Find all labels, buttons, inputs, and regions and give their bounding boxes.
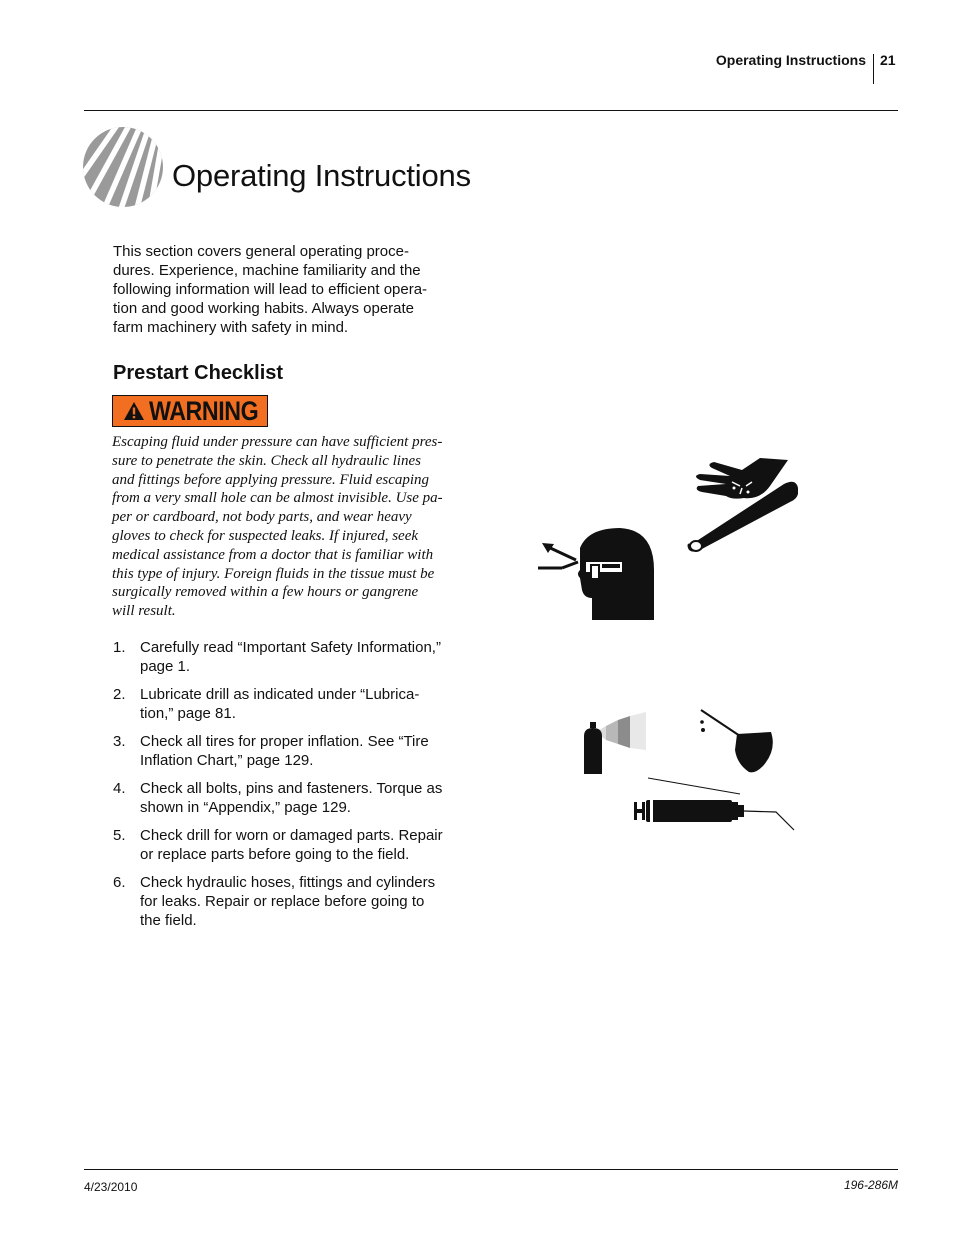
checklist-item	[113, 826, 458, 864]
warning-badge	[112, 395, 268, 427]
footer-doc-number: 196-286M	[843, 1178, 898, 1192]
checklist-text: the field.	[140, 912, 197, 929]
header-separator	[873, 54, 874, 84]
warning-line: will result.	[112, 603, 176, 620]
checklist-text: Lubricate drill as indicated under “Lubrica-	[140, 686, 420, 703]
checklist-text: Check hydraulic hoses, fittings and cylinders	[140, 874, 436, 891]
checklist-item	[113, 732, 458, 770]
warning-line: and fittings before applying pressure. Fluid escaping	[112, 471, 430, 488]
warning-line: surgically removed within a few hours or gangrene	[112, 584, 419, 601]
running-header-title: Operating Instructions	[715, 52, 866, 68]
checklist-text: Check drill for worn or damaged parts. Repair	[140, 827, 443, 844]
checklist-number: 3.	[113, 733, 126, 750]
footer-date: 4/23/2010	[84, 1180, 138, 1194]
checklist-number: 4.	[113, 780, 126, 797]
intro-line: tion and good working habits. Always operate	[113, 300, 415, 317]
intro-line: following information will lead to efficient opera-	[113, 281, 428, 298]
checklist-text: for leaks. Repair or replace before going to	[140, 893, 425, 910]
face-shield-icon	[536, 526, 660, 624]
intro-line: dures. Experience, machine familiarity and the	[113, 262, 421, 279]
intro-line: farm machinery with safety in mind.	[113, 319, 349, 336]
checklist-text: Inflation Chart,” page 129.	[140, 752, 314, 769]
checklist-item	[113, 685, 458, 723]
warning-line: medical assistance from a doctor that is familiar with	[112, 546, 434, 563]
checklist-text: Check all bolts, pins and fasteners. Torque as	[140, 780, 443, 797]
warning-triangle-icon	[123, 401, 145, 421]
spray-can-icon	[580, 710, 650, 776]
checklist-item	[113, 638, 458, 676]
section-title: Prestart Checklist	[113, 362, 284, 384]
header-rule	[84, 110, 898, 111]
intro-line: This section covers general operating proce-	[113, 243, 409, 260]
footer-rule	[84, 1169, 898, 1170]
checklist-text: shown in “Appendix,” page 129.	[140, 799, 351, 816]
checklist-item	[113, 779, 458, 817]
warning-line: per or cardboard, not body parts, and wear heavy	[112, 509, 412, 526]
warning-line: from a very small hole can be almost invisible. Use pa-	[112, 490, 443, 507]
warning-text	[112, 433, 457, 621]
warning-line: Escaping fluid under pressure can have sufficient pres-	[112, 434, 443, 450]
hand-leak-icon	[686, 456, 798, 552]
oil-can-icon	[697, 704, 777, 776]
chapter-title: Operating Instructions	[172, 158, 471, 193]
checklist-text: tion,” page 81.	[140, 705, 236, 722]
checklist-number: 6.	[113, 874, 126, 891]
checklist-number: 1.	[113, 639, 126, 656]
checklist-text: or replace parts before going to the field.	[140, 846, 410, 863]
page-number: 21	[880, 52, 896, 68]
checklist-text: page 1.	[140, 658, 191, 675]
checklist-number: 2.	[113, 686, 126, 703]
striped-circle-logo-icon	[82, 126, 164, 208]
checklist-number: 5.	[113, 827, 126, 844]
checklist-item	[113, 873, 458, 930]
intro-paragraph	[113, 242, 443, 337]
prestart-checklist	[113, 638, 458, 939]
warning-line: this type of injury. Foreign fluids in the tissue must be	[112, 565, 435, 582]
warning-line: sure to penetrate the skin. Check all hydraulic lines	[112, 452, 421, 469]
grease-gun-icon	[630, 774, 798, 834]
checklist-text: Carefully read “Important Safety Information,”	[140, 639, 441, 656]
warning-label: WARNING	[148, 395, 258, 426]
checklist-text: Check all tires for proper inflation. See “Tire	[140, 733, 429, 750]
warning-line: gloves to check for suspected leaks. If injured, seek	[112, 527, 419, 544]
